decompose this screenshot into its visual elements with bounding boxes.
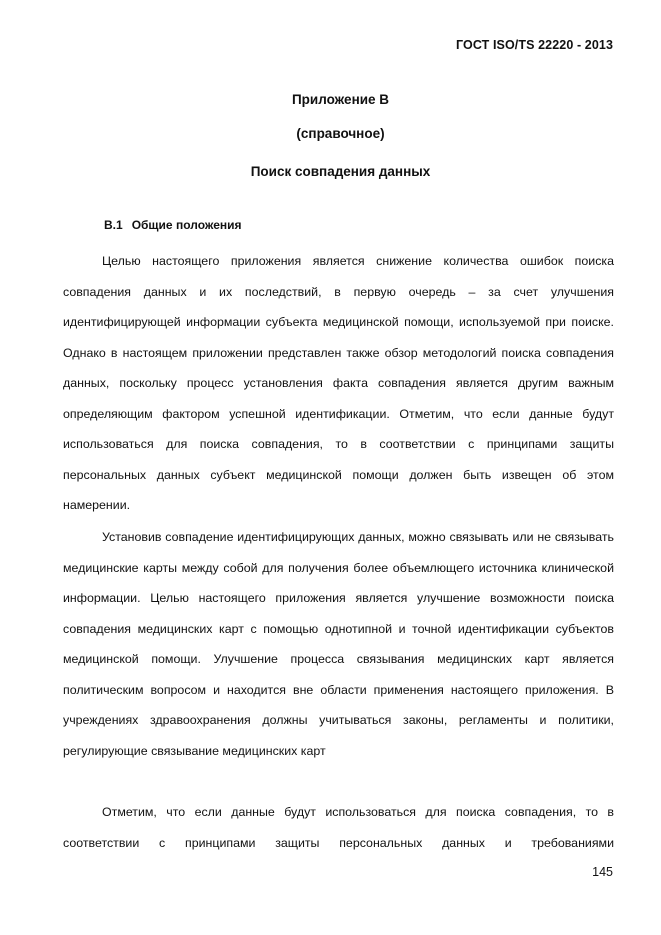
paragraph-2-block [63,522,614,766]
standard-code-header: ГОСТ ISO/TS 22220 - 2013 [456,38,613,52]
paragraph-3: Отметим, что если данные будут использоваться для поиска совпадения, то в соответствии с принципами защиты персональных данных и требованиями [63,805,614,850]
page-number: 145 [592,865,613,879]
appendix-title: Приложение В [291,92,390,107]
subsection-number: В.1 [104,218,123,232]
paragraph-1-block [63,246,614,521]
paragraph-2: Установив совпадение идентифицирующих данных, можно связывать или не связывать медицинские карты между собой для получения более объемлющего источника клинической информации. Целью настоящего приложения является улучшение возможности поиска совпадения медицинских карт с помощью однотипной и точной идентификации субъектов медицинской помощи. Улучшение процесса связывания медицинских карт является политическим вопросом и находится вне области применения настоящего приложения. В учреждениях здравоохранения должны учитываться законы, регламенты и политики, регулирующие связывание медицинских карт [63,530,614,758]
section-title: Поиск совпадения данных [250,164,431,179]
subsection-heading [104,218,242,232]
appendix-type: (справочное) [296,126,385,141]
paragraph-3-block [63,797,614,858]
subsection-title: Общие положения [131,218,242,232]
paragraph-1: Целью настоящего приложения является снижение количества ошибок поиска совпадения данных и их последствий, в первую очередь – за счет улучшения идентифицирующей информации субъекта медицинской помощи, используемой при поиске. Однако в настоящем приложении представлен также обзор методологий поиска совпадения данных, поскольку процесс установления факта совпадения является другим важным определяющим фактором успешной идентификации. Отметим, что если данные будут использоваться для поиска совпадения, то в соответствии с принципами защиты персональных данных субъект медицинской помощи должен быть извещен об этом намерении. [63,254,614,512]
